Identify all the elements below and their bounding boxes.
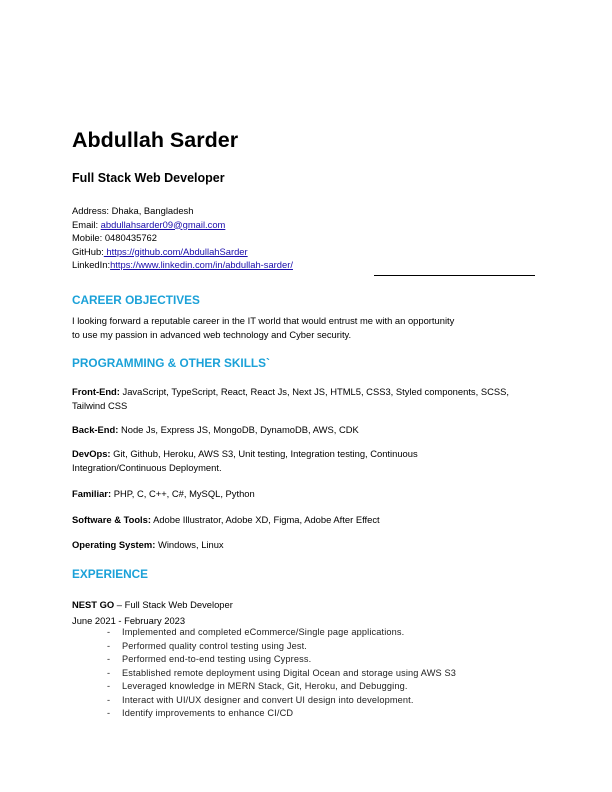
github-line bbox=[72, 245, 293, 259]
skill-label: Operating System: bbox=[72, 539, 156, 550]
skill-software-tools bbox=[72, 513, 522, 527]
skill-back-end bbox=[72, 423, 522, 437]
email-link[interactable]: abdullahsarder09@gmail.com bbox=[100, 218, 226, 230]
list-item: - Performed quality control testing using Jest. bbox=[107, 640, 456, 654]
list-item: - Interact with UI/UX designer and convert UI design into development. bbox=[107, 694, 456, 708]
address-label: Address: bbox=[72, 205, 109, 216]
career-objectives-text bbox=[72, 314, 522, 341]
address-line bbox=[72, 204, 293, 218]
skill-familiar bbox=[72, 487, 522, 501]
skill-label: Front-End: bbox=[72, 386, 120, 397]
linkedin-line bbox=[72, 258, 293, 272]
skills-heading: PROGRAMMING & OTHER SKILLS` bbox=[72, 356, 270, 370]
list-item: - Implemented and completed eCommerce/Single page applications. bbox=[107, 626, 456, 640]
address-value: Dhaka, Bangladesh bbox=[111, 205, 194, 216]
skill-label: Back-End: bbox=[72, 424, 119, 435]
skill-label: Software & Tools: bbox=[72, 514, 151, 525]
list-item: - Established remote deployment using Digital Ocean and storage using AWS S3 bbox=[107, 667, 456, 681]
skill-devops bbox=[72, 447, 452, 474]
job-dates: June 2021 - February 2023 bbox=[72, 614, 186, 626]
skill-value: Git, Github, Heroku, AWS S3, Unit testing, Integration testing, Continuous Integration/Continuous Deployment. bbox=[72, 448, 418, 473]
github-label: GitHub: bbox=[72, 245, 104, 257]
list-item: - Leveraged knowledge in MERN Stack, Git, Heroku, and Debugging. bbox=[107, 680, 456, 694]
skill-operating-system bbox=[72, 538, 522, 552]
skill-value: Node Js, Express JS, MongoDB, DynamoDB, AWS, CDK bbox=[120, 424, 359, 435]
mobile-line bbox=[72, 231, 293, 245]
skill-value: Windows, Linux bbox=[157, 539, 224, 550]
job-bullets bbox=[107, 626, 456, 721]
career-objectives-heading: CAREER OBJECTIVES bbox=[72, 293, 200, 307]
linkedin-link[interactable]: https://www.linkedin.com/in/abdullah-sarder/ bbox=[110, 259, 293, 270]
candidate-title: Full Stack Web Developer bbox=[72, 171, 225, 185]
career-line: I looking forward a reputable career in the IT world that would entrust me with an opportunity bbox=[72, 315, 455, 326]
email-label: Email: bbox=[72, 218, 99, 230]
job-entry bbox=[72, 597, 233, 628]
candidate-name: Abdullah Sarder bbox=[72, 128, 239, 152]
github-link[interactable]: https://github.com/AbdullahSarder bbox=[103, 245, 248, 257]
linkedin-label: LinkedIn: bbox=[72, 259, 111, 270]
company-name: NEST GO bbox=[72, 599, 115, 610]
skill-value: Adobe Illustrator, Adobe XD, Figma, Adobe After Effect bbox=[153, 514, 380, 525]
email-line bbox=[72, 218, 293, 232]
skill-label: Familiar: bbox=[72, 488, 112, 499]
mobile-label: Mobile: bbox=[72, 232, 103, 243]
job-role: – Full Stack Web Developer bbox=[114, 599, 233, 610]
skill-front-end bbox=[72, 385, 522, 412]
horizontal-rule bbox=[374, 275, 535, 276]
experience-heading: EXPERIENCE bbox=[72, 567, 149, 581]
contact-block bbox=[72, 204, 293, 272]
list-item: - Performed end-to-end testing using Cypress. bbox=[107, 653, 456, 667]
skill-label: DevOps: bbox=[72, 448, 111, 459]
mobile-value: 0480435762 bbox=[104, 232, 157, 243]
career-line: to use my passion in advanced web technology and Cyber security. bbox=[72, 328, 352, 340]
job-header bbox=[72, 597, 233, 613]
list-item: - Identify improvements to enhance CI/CD bbox=[107, 707, 456, 721]
skill-value: PHP, C, C++, C#, MySQL, Python bbox=[113, 488, 255, 499]
skill-value: JavaScript, TypeScript, React, React Js, Next JS, HTML5, CSS3, Styled components, SCSS, Tailwind CSS bbox=[72, 386, 509, 411]
